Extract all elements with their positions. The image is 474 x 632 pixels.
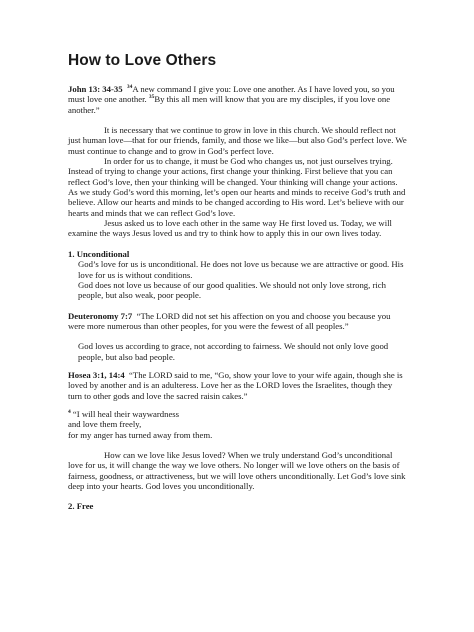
closing-paragraph: How can we love like Jesus loved? When we truly understand God’s unconditional love for us, it will change the way we love others. No longer will we love others on the basis of fairness, goodness, or attractiveness, but we will love others unconditionally. Let God’s love sink deep into your hearts. God loves you unconditionally. [68, 449, 406, 491]
section-1-paragraph-1: God’s love for us is unconditional. He does not love us because we are attractive or good. His love for us is without conditions. [78, 259, 404, 280]
hosea-verse-line-3: for my anger has turned away from them. [68, 429, 213, 440]
verse-34-text: A new command I give you: Love one another. As I have loved you, so you must love one another. [68, 84, 395, 105]
john-reference: John 13: 34-35 [68, 84, 123, 94]
page-title: How to Love Others [68, 52, 217, 69]
intro-paragraph-3: Jesus asked us to love each other in the same way He first loved us. Today, we will examine the ways Jesus loved us and try to think how to apply this in our own lives today. [68, 218, 392, 239]
section-1-paragraph-2: God does not love us because of our good qualities. We should not only love strong, rich people, but also weak, poor people. [78, 279, 386, 301]
deuteronomy-reference: Deuteronomy 7:7 [68, 310, 133, 321]
deuteronomy-text: “The LORD did not set his affection on you and choose you because you were more numerous than other peoples, for you were the fewest of all peoples.” [68, 310, 391, 331]
hosea-passage [68, 370, 408, 401]
hosea-text: “The LORD said to me, “Go, show your love to your wife again, though she is loved by another and is an adulteress. Love her as the LORD loves the Israelites, though they turn to other gods and love the sacred raisin cakes.” [68, 369, 403, 401]
section-1-heading: 1. Unconditional [68, 248, 130, 259]
verse-34-number: 34 [126, 84, 133, 91]
verse-35-number: 35 [148, 94, 155, 101]
deuteronomy-passage [68, 311, 408, 332]
section-2-heading: 2. Free [68, 501, 94, 512]
verse-35-text: By this all men will know that you are my disciples, if you love one another.” [68, 94, 391, 115]
document-body [68, 84, 408, 512]
intro-paragraph-2: In order for us to change, it must be God who changes us, not just ourselves trying. Instead of trying to change your actions, first change your thinking. First believe that you can reflect God’s love, then your thinking will be changed. Your thinking will change your actions. As we study God’s word this morning, let’s open our hearts and minds to receive God’s truth and believe. Allow our hearts and minds to be changed according to His word. Let’s believe with our hearts and minds that we can reflect God’s love. [68, 156, 406, 218]
grace-paragraph: God loves us according to grace, not according to fairness. We should not only love good people, but also bad people. [78, 341, 389, 362]
hosea-verse-number: 4 [68, 409, 71, 416]
hosea-reference: Hosea 3:1, 14:4 [68, 369, 125, 380]
john-passage [68, 84, 408, 115]
hosea-verse-line-1: $^4$ “I will heal their waywardness [68, 408, 180, 419]
intro-paragraph-1: It is necessary that we continue to grow in love in this church. We should reflect not just human love—that for our friends, family, and those we like—but also God’s perfect love. We must continue to change and to grow in God’s perfect love. [68, 125, 407, 156]
hosea-verse-line-2: and love them freely, [68, 419, 142, 430]
